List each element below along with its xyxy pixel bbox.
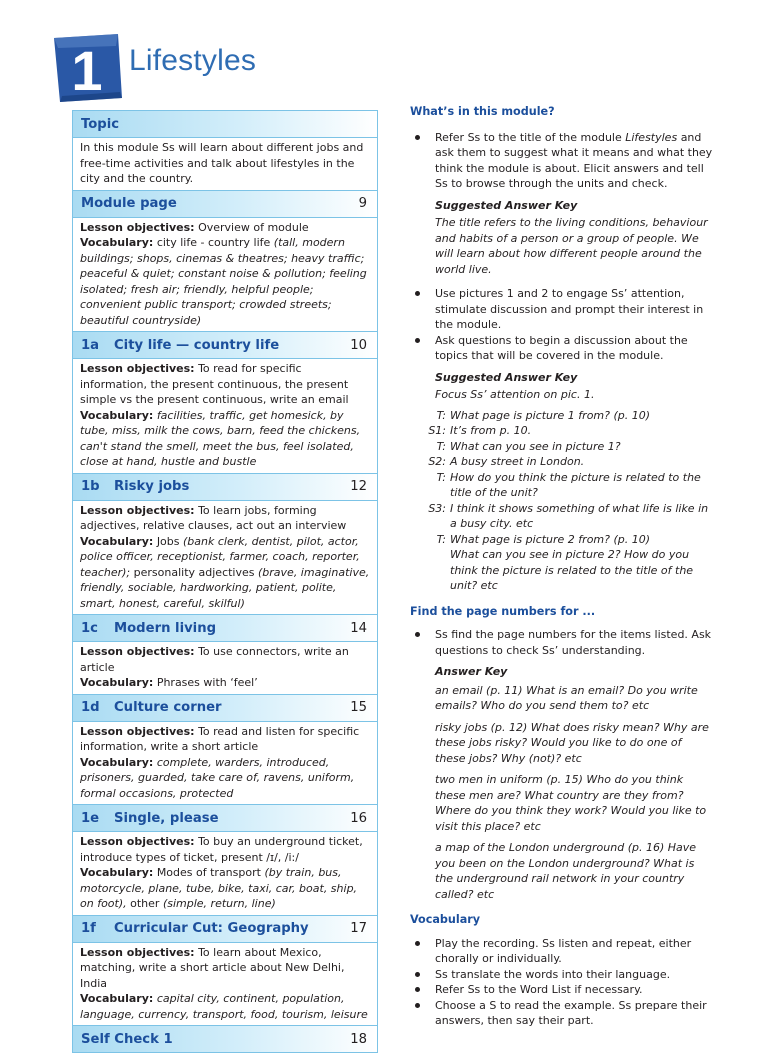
section-header-1e: [73, 805, 377, 832]
vocab-label: Vocabulary:: [80, 755, 154, 769]
section-header-1f: [73, 916, 377, 943]
vocab-lead: Jobs: [156, 534, 180, 548]
vocab-text: facilities, traffic, get homesick, by tube, miss, milk the cows, barn, feed the chickens, can't stand the smell, meet the bus, feel isolated, close at hand, hustle and bustle: [80, 408, 361, 468]
section-header-1d: [73, 695, 377, 722]
vocab-text: capital city, continent, population, language, currency, transport, food, tourism, leisure: [80, 992, 368, 1021]
section-title: Self Check 1: [81, 1031, 173, 1047]
vocab-text: complete, warders, introduced, prisoners, guarded, take care of, ravens, uniform, formal occasions, protected: [80, 755, 355, 800]
objectives-label: Lesson objectives:: [80, 503, 195, 517]
teacher-notes: [410, 104, 714, 1029]
vocab-label: Vocabulary:: [80, 992, 154, 1005]
objectives-label: Lesson objectives:: [80, 645, 195, 658]
section-code: 1c: [81, 620, 98, 636]
section-title: Curricular Cut: Geography: [114, 921, 309, 936]
module-number-badge: [50, 32, 124, 104]
vocab-lead: city life - country life: [156, 236, 271, 249]
dialogue-line: S3: I think it shows something of what life is like in a busy city. etc: [428, 501, 709, 530]
section-title: City life — country life: [114, 337, 280, 353]
dialogue-line: T: What page is picture 2 from? (p. 10): [436, 532, 651, 546]
list-item: Ss find the page numbers for the items listed. Ask questions to check Ss’ understanding.: [410, 627, 714, 658]
suggested-answer-intro: Focus Ss’ attention on pic. 1.: [435, 388, 595, 401]
section-page: 9: [358, 196, 367, 211]
vocab-text: (bank clerk, dentist, pilot, actor, police officer, receptionist, farmer, coach, reporter, teacher);: [80, 534, 360, 579]
vocab-lead: Modes of transport: [156, 866, 261, 879]
list-item: Use pictures 1 and 2 to engage Ss’ attention, stimulate discussion and prompt their interest in the module.: [410, 286, 714, 333]
objectives-label: Lesson objectives:: [80, 362, 195, 375]
answer-item: two men in uniform (p. 15) Who do you think these men are? What country are they from? Where do you think they work? Would you like to visit this place? etc: [435, 773, 707, 833]
section-code: 1b: [81, 479, 100, 494]
section-title: Culture corner: [114, 700, 222, 715]
dialogue-line: S1: It’s from p. 10.: [428, 424, 532, 437]
section-header-1c: [73, 615, 377, 642]
list-item: Ask questions to begin a discussion about the topics that will be covered in the module.: [410, 333, 714, 364]
section-title: Module page: [81, 196, 177, 211]
section-page: 14: [350, 620, 367, 636]
objectives-text: To read and listen for specific information, write a short article: [80, 724, 360, 753]
section-body-1c: [73, 642, 377, 695]
topic-header: [73, 111, 377, 138]
dialogue-line: S2: A busy street in London.: [428, 455, 585, 468]
answer-item: a map of the London underground (p. 16) Have you been on the London underground? What is the underground rail network in your country called? etc: [435, 841, 697, 901]
vocab-label: Vocabulary:: [80, 408, 154, 422]
vocab-label: Vocabulary:: [80, 534, 154, 548]
section-code: 1f: [81, 921, 96, 936]
vocab-text-2: (simple, return, line): [162, 897, 276, 910]
vocab-lead: Phrases with ‘feel’: [156, 676, 258, 689]
section-body-1e: [73, 832, 377, 916]
vocab-text-2: (brave, imaginative, friendly, sociable, hardworking, patient, polite, smart, honest, careful, skilful): [80, 565, 370, 610]
section-title: Risky jobs: [114, 479, 190, 494]
vocab-text: (tall, modern buildings; shops, cinemas & theatres; heavy traffic; peaceful & quiet; constant noise & pollution; feeling isolated; fresh air; friendly, helpful people; convenient public transport; crowded streets; beautiful countryside): [80, 236, 367, 327]
bullet-text-italic: Lifestyles: [625, 130, 678, 144]
section-page: 16: [350, 810, 367, 826]
section-code: 1a: [81, 337, 100, 353]
module-title: Lifestyles: [129, 44, 257, 77]
section-title: Modern living: [114, 620, 217, 636]
list-item: Ss translate the words into their language.: [410, 967, 714, 983]
vocab-mid: other: [130, 897, 160, 910]
heading-vocabulary: Vocabulary: [410, 913, 481, 926]
section-page: 17: [350, 921, 367, 936]
objectives-text: To learn about Mexico, matching, write a short article about New Delhi, India: [80, 945, 345, 990]
dialogue-line: T: What can you see in picture 1?: [436, 439, 621, 453]
section-header-module-page: [73, 191, 377, 218]
objectives-text: Overview of module: [198, 220, 309, 234]
section-body-module-page: [73, 218, 377, 333]
objectives-text: To buy an underground ticket, introduce types of ticket, present /ɪ/, /i:/: [80, 835, 363, 864]
section-title: Single, please: [114, 810, 219, 826]
module-number: 1: [71, 39, 103, 102]
vocab-label: Vocabulary:: [80, 866, 154, 879]
lesson-overview-table: [72, 110, 378, 1053]
section-header-1a: [73, 332, 377, 359]
objectives-text: To read for specific information, the present continuous, the present simple vs the present continuous, write an email: [80, 362, 349, 406]
list-item: [410, 130, 714, 192]
suggested-answer-key-label: Suggested Answer Key: [435, 370, 578, 384]
topic-heading: Topic: [81, 116, 120, 132]
topic-body: In this module Ss will learn about different jobs and free-time activities and talk about lifestyles in the city and the country.: [73, 138, 377, 191]
section-body-1d: [73, 722, 377, 806]
heading-whats-in-module: What’s in this module?: [410, 105, 555, 118]
suggested-answer-key-label: Suggested Answer Key: [435, 198, 578, 212]
bullet-text-cont: and ask them to suggest what it means and what they think the module is about. Elicit answers and tell Ss to browse through the units and check.: [435, 130, 713, 190]
section-page: 15: [350, 700, 367, 715]
section-code: 1d: [81, 700, 100, 715]
dialogue-line: What can you see in picture 2? How do you think the picture is related to the title of the unit? etc: [450, 548, 694, 592]
objectives-label: Lesson objectives:: [80, 945, 195, 959]
section-page: 18: [350, 1031, 367, 1047]
objectives-text: To use connectors, write an article: [80, 645, 349, 674]
section-header-self-check: [73, 1026, 377, 1053]
vocab-text: (by train, bus, motorcycle, plane, tube, bike, taxi, car, boat, ship, on foot),: [80, 866, 358, 910]
vocab-label: Vocabulary:: [80, 676, 154, 689]
objectives-label: Lesson objectives:: [80, 220, 195, 234]
answer-key-label: Answer Key: [435, 665, 508, 678]
list-item: Play the recording. Ss listen and repeat, either chorally or individually.: [410, 936, 714, 967]
vocab-mid: personality adjectives: [133, 565, 255, 579]
suggested-answer-text: The title refers to the living conditions, behaviour and habits of a person or a group of people. We will learn about how different people around the world live.: [435, 216, 708, 276]
answer-item: an email (p. 11) What is an email? Do you write emails? Who do you send them to? etc: [435, 683, 698, 712]
dialogue-line: T: How do you think the picture is related to the title of the unit?: [436, 470, 701, 499]
objectives-label: Lesson objectives:: [80, 724, 195, 738]
section-code: 1e: [81, 810, 100, 826]
section-header-1b: [73, 474, 377, 501]
vocab-label: Vocabulary:: [80, 236, 154, 249]
section-page: 12: [350, 479, 367, 494]
dialogue: [400, 408, 714, 594]
section-body-1b: [73, 501, 377, 616]
section-body-1f: [73, 943, 377, 1027]
section-body-1a: [73, 359, 377, 474]
dialogue-line: T: What page is picture 1 from? (p. 10): [436, 408, 651, 422]
objectives-label: Lesson objectives:: [80, 835, 195, 848]
list-item: Refer Ss to the Word List if necessary.: [410, 982, 714, 998]
objectives-text: To learn jobs, forming adjectives, relative clauses, act out an interview: [80, 503, 347, 532]
list-item: Choose a S to read the example. Ss prepare their answers, then say their part.: [410, 998, 714, 1029]
bullet-text: Refer Ss to the title of the module: [435, 130, 622, 144]
heading-find-page-numbers: Find the page numbers for ...: [410, 604, 596, 618]
section-page: 10: [350, 337, 367, 353]
answer-item: risky jobs (p. 12) What does risky mean? Why are these jobs risky? Would you like to do one of these jobs? Why (not)? etc: [435, 720, 709, 765]
